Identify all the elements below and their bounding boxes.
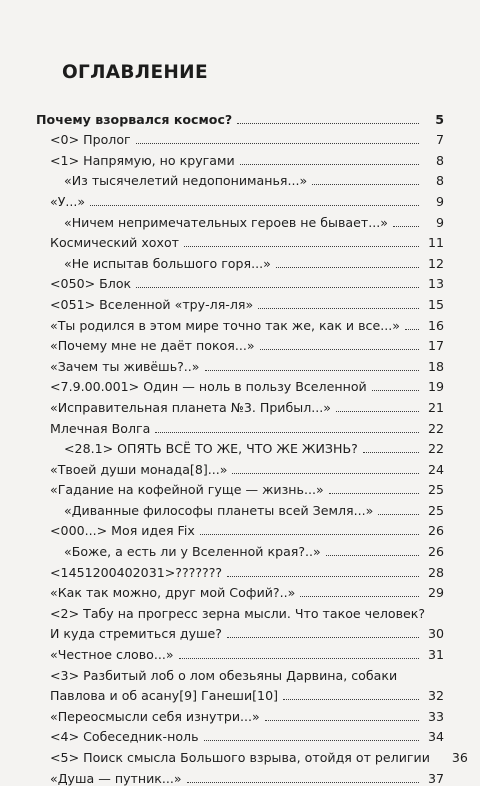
toc-entry-title: <4> Собеседник-ноль bbox=[50, 729, 199, 745]
dot-leader bbox=[378, 514, 419, 515]
toc-entry-title: И куда стремиться душе? bbox=[50, 626, 222, 642]
toc-entry bbox=[36, 106, 444, 127]
toc-entry bbox=[36, 374, 444, 395]
toc-entry-page-number: 33 bbox=[427, 708, 444, 724]
toc-entry-title: «Не испытав большого горя...» bbox=[64, 255, 271, 271]
dot-leader bbox=[312, 184, 419, 185]
toc-entry-title: «Честное слово...» bbox=[50, 647, 174, 663]
toc-entry-page-number: 11 bbox=[427, 235, 444, 251]
toc-entry-title: Млечная Волга bbox=[50, 420, 151, 436]
dot-leader bbox=[276, 267, 419, 268]
toc-entry-page-number: 8 bbox=[435, 152, 444, 168]
dot-leader bbox=[336, 411, 419, 412]
toc-entry bbox=[36, 291, 444, 312]
dot-leader bbox=[136, 287, 419, 288]
toc-entry-page-number: 22 bbox=[427, 420, 444, 436]
toc-entry-title: <1> Напрямую, но кругами bbox=[50, 152, 235, 168]
dot-leader bbox=[240, 164, 419, 165]
toc-entry bbox=[36, 765, 444, 786]
toc-entry bbox=[36, 621, 444, 642]
toc-entry bbox=[36, 209, 444, 230]
toc-entry-page-number: 7 bbox=[435, 132, 444, 148]
toc-entry bbox=[36, 127, 444, 148]
toc-entry bbox=[36, 415, 444, 436]
toc-entry bbox=[36, 724, 444, 745]
toc-entry-page-number: 12 bbox=[427, 255, 444, 271]
toc-entry-title: <5> Поиск смысла Большого взрыва, отойдя от религии bbox=[50, 750, 430, 765]
toc-entry-title: «Твоей души монада[8]...» bbox=[50, 461, 228, 477]
dot-leader bbox=[265, 720, 419, 721]
toc-entry-page-number: 37 bbox=[427, 770, 444, 786]
toc-entry bbox=[36, 230, 444, 251]
toc-entry-page-number: 9 bbox=[435, 193, 444, 209]
toc-entry bbox=[36, 477, 444, 498]
toc-entry-title: Почему взорвался космос? bbox=[36, 111, 233, 127]
toc-entry-title: <051> Вселенной «тру-ля-ля» bbox=[50, 296, 254, 312]
toc-entry bbox=[36, 333, 444, 354]
toc-entry-page-number: 16 bbox=[427, 317, 444, 333]
dot-leader bbox=[136, 143, 419, 144]
toc-entry-title: <0> Пролог bbox=[50, 132, 131, 148]
toc-entry-title: «Гадание на кофейной гуще — жизнь...» bbox=[50, 482, 324, 498]
toc-entry-page-number: 31 bbox=[427, 647, 444, 663]
toc-entry bbox=[36, 744, 468, 765]
toc-entry bbox=[36, 188, 444, 209]
toc-entry-title: «Из тысячелетий недопониманья...» bbox=[64, 173, 308, 189]
toc-entry-page-number: 19 bbox=[427, 379, 444, 395]
toc-entry-title: «Душа — путник...» bbox=[50, 770, 182, 786]
toc-entry bbox=[36, 312, 444, 333]
dot-leader bbox=[227, 637, 419, 638]
toc-entry-title: «Как так можно, друг мой Софий?..» bbox=[50, 585, 296, 601]
toc-entry-page-number: 25 bbox=[427, 482, 444, 498]
toc-entry-page-number: 9 bbox=[435, 214, 444, 230]
toc-entry-page-number: 8 bbox=[435, 173, 444, 189]
toc-entry bbox=[36, 394, 444, 415]
toc-entry-title: Космический хохот bbox=[50, 235, 179, 251]
dot-leader bbox=[205, 370, 419, 371]
toc-entry-title: «Диванные философы планеты всей Земля...» bbox=[64, 502, 374, 518]
dot-leader bbox=[326, 555, 419, 556]
toc-entry-page-number: 24 bbox=[427, 461, 444, 477]
toc-entry-title: «У...» bbox=[50, 193, 86, 209]
toc-entry-page-number: 36 bbox=[451, 750, 468, 765]
toc-entry-page-number: 26 bbox=[427, 523, 444, 539]
toc-entry-title: <050> Блок bbox=[50, 276, 132, 292]
toc-entry-title: <2> Табу на прогресс зерна мысли. Что такое человек? bbox=[50, 605, 426, 621]
toc-entry-title: <1451200402031>??????? bbox=[50, 564, 223, 580]
toc-entry-title: «Почему мне не даёт покоя...» bbox=[50, 338, 255, 354]
dot-leader bbox=[90, 205, 419, 206]
toc-entry-page-number: 21 bbox=[427, 399, 444, 415]
dot-leader bbox=[300, 596, 419, 597]
dot-leader bbox=[237, 123, 419, 124]
toc-entry bbox=[36, 497, 444, 518]
toc-entry-page-number: 34 bbox=[427, 729, 444, 745]
dot-leader bbox=[155, 432, 419, 433]
table-of-contents bbox=[36, 106, 468, 786]
dot-leader bbox=[393, 226, 419, 227]
toc-entry bbox=[36, 538, 444, 559]
toc-entry bbox=[36, 559, 444, 580]
toc-entry-title: <7.9.00.001> Один — ноль в пользу Вселенной bbox=[50, 379, 367, 395]
toc-entry-title: <000...> Моя идея Fix bbox=[50, 523, 195, 539]
toc-entry-page-number: 32 bbox=[427, 688, 444, 704]
toc-entry bbox=[36, 683, 444, 704]
toc-entry bbox=[36, 436, 444, 457]
toc-entry-title: <28.1> ОПЯТЬ ВСЁ ТО ЖЕ, ЧТО ЖЕ ЖИЗНЬ? bbox=[64, 441, 358, 457]
toc-entry-page-number: 28 bbox=[427, 564, 444, 580]
toc-entry-page-number: 18 bbox=[427, 358, 444, 374]
dot-leader bbox=[232, 473, 419, 474]
dot-leader bbox=[200, 534, 419, 535]
toc-entry-page-number: 22 bbox=[427, 441, 444, 457]
dot-leader bbox=[258, 308, 419, 309]
toc-entry-page-number: 25 bbox=[427, 502, 444, 518]
toc-entry-page-number: 30 bbox=[427, 626, 444, 642]
toc-entry bbox=[36, 703, 444, 724]
dot-leader bbox=[184, 246, 419, 247]
toc-entry-page-number: 13 bbox=[427, 276, 444, 292]
page-title: ОГЛАВЛЕНИЕ bbox=[62, 62, 208, 83]
dot-leader bbox=[329, 493, 419, 494]
dot-leader bbox=[260, 349, 419, 350]
toc-entry bbox=[36, 662, 444, 683]
toc-entry-page-number: 15 bbox=[427, 296, 444, 312]
toc-entry bbox=[36, 250, 444, 271]
toc-entry-page-number: 5 bbox=[435, 111, 444, 127]
dot-leader bbox=[405, 329, 419, 330]
toc-entry bbox=[36, 600, 444, 621]
toc-entry-page-number: 26 bbox=[427, 544, 444, 560]
toc-entry-title: «Ты родился в этом мире точно так же, как и все...» bbox=[50, 317, 400, 333]
toc-entry-title: «Ничем непримечательных героев не бывает...» bbox=[64, 214, 388, 230]
dot-leader bbox=[204, 740, 420, 741]
dot-leader bbox=[363, 452, 419, 453]
dot-leader bbox=[227, 576, 419, 577]
toc-entry bbox=[36, 456, 444, 477]
toc-entry-title: <3> Разбитый лоб о лом обезьяны Дарвина, собаки bbox=[50, 667, 398, 683]
toc-entry bbox=[36, 353, 444, 374]
toc-entry-title: «Боже, а есть ли у Вселенной края?..» bbox=[64, 544, 321, 560]
toc-entry bbox=[36, 518, 444, 539]
toc-entry bbox=[36, 168, 444, 189]
dot-leader bbox=[187, 782, 419, 783]
dot-leader bbox=[179, 658, 419, 659]
toc-entry-title: «Зачем ты живёшь?..» bbox=[50, 358, 200, 374]
toc-entry bbox=[36, 580, 444, 601]
toc-entry-title: Павлова и об асану[9] Ганеши[10] bbox=[50, 688, 278, 704]
toc-entry bbox=[36, 641, 444, 662]
toc-entry-page-number: 17 bbox=[427, 338, 444, 354]
dot-leader bbox=[283, 699, 419, 700]
toc-entry-title: «Исправительная планета №3. Прибыл...» bbox=[50, 399, 331, 415]
dot-leader bbox=[372, 390, 419, 391]
toc-entry-page-number: 29 bbox=[427, 585, 444, 601]
toc-entry bbox=[36, 147, 444, 168]
toc-entry-title: «Переосмысли себя изнутри...» bbox=[50, 708, 260, 724]
toc-entry bbox=[36, 271, 444, 292]
